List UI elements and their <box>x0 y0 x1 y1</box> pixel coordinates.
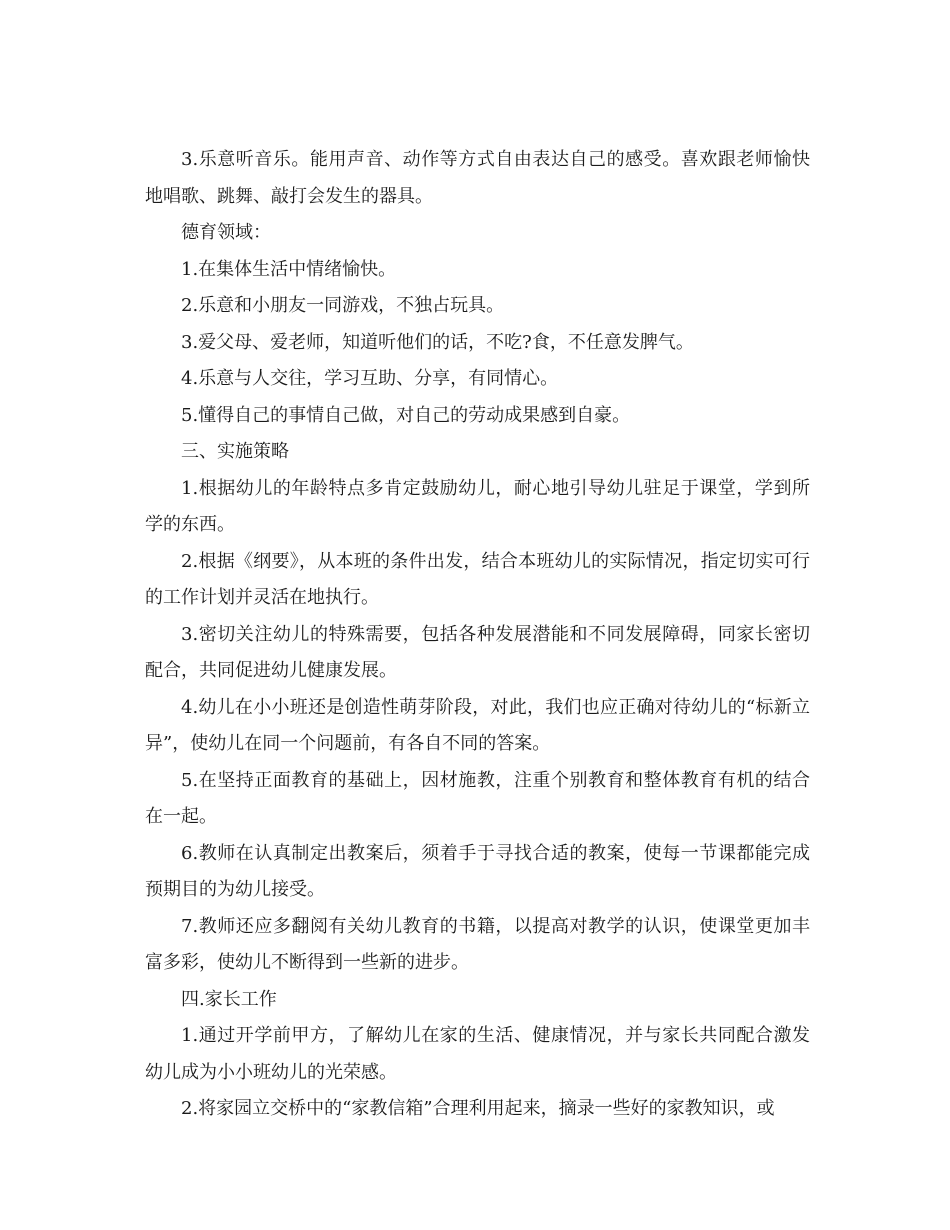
paragraph-moral-3: 3.爱父母、爱老师，知道听他们的话，不吃?食，不任意发脾气。 <box>181 331 694 353</box>
document-body <box>145 142 810 1128</box>
paragraph-moral-1: 1.在集体生活中情绪愉快。 <box>181 258 397 280</box>
paragraph-strategy-2: 2.根据《纲要》，从本班的条件出发，结合本班幼儿的实际情况，指定切实可行的工作计划并灵活在地执行。 <box>145 550 810 608</box>
paragraph-moral-2: 2.乐意和小朋友一同游戏，不独占玩具。 <box>181 295 505 316</box>
paragraph-strategy-5: 5.在坚持正面教育的基础上，因材施教，注重个别教育和整体教育有机的结合在一起。 <box>145 769 810 827</box>
paragraph-music: 3.乐意听音乐。能用声音、动作等方式自由表达自己的感受。喜欢跟老师愉快地唱歌、跳舞、敲打会发生的器具。 <box>145 149 810 207</box>
paragraph-strategy-6: 6.教师在认真制定出教案后，须着手于寻找合适的教案，使每一节课都能完成预期目的为幼儿接受。 <box>145 842 810 900</box>
paragraph-parent-1: 1.通过开学前甲方，了解幼儿在家的生活、健康情况，并与家长共同配合激发幼儿成为小小班幼儿的光荣感。 <box>145 1025 810 1083</box>
paragraph-strategy-4: 4.幼儿在小小班还是创造性萌芽阶段，对此，我们也应正确对待幼儿的“标新立异”，使幼儿在同一个问题前，有各自不同的答案。 <box>145 696 810 754</box>
paragraph-parent-2: 2.将家园立交桥中的“家教信箱”合理利用起来，摘录一些好的家教知识，或 <box>181 1098 775 1119</box>
paragraph-moral-4: 4.乐意与人交往，学习互助、分享，有同情心。 <box>181 368 559 389</box>
heading-implementation-strategy: 三、实施策略 <box>181 441 289 462</box>
heading-moral-education: 德育领域： <box>181 222 271 243</box>
paragraph-moral-5: 5.懂得自己的事情自己做，对自己的劳动成果感到自豪。 <box>181 404 631 426</box>
paragraph-strategy-3: 3.密切关注幼儿的特殊需要，包括各种发展潜能和不同发展障碍，同家长密切配合，共同促进幼儿健康发展。 <box>145 623 810 681</box>
heading-parent-work: 四.家长工作 <box>181 988 277 1010</box>
paragraph-strategy-1: 1.根据幼儿的年龄特点多肯定鼓励幼儿，耐心地引导幼儿驻足于课堂，学到所学的东西。 <box>145 477 810 535</box>
paragraph-strategy-7: 7.教师还应多翻阅有关幼儿教育的书籍，以提高对教学的认识，使课堂更加丰富多彩，使幼儿不断得到一些新的进步。 <box>145 915 810 973</box>
